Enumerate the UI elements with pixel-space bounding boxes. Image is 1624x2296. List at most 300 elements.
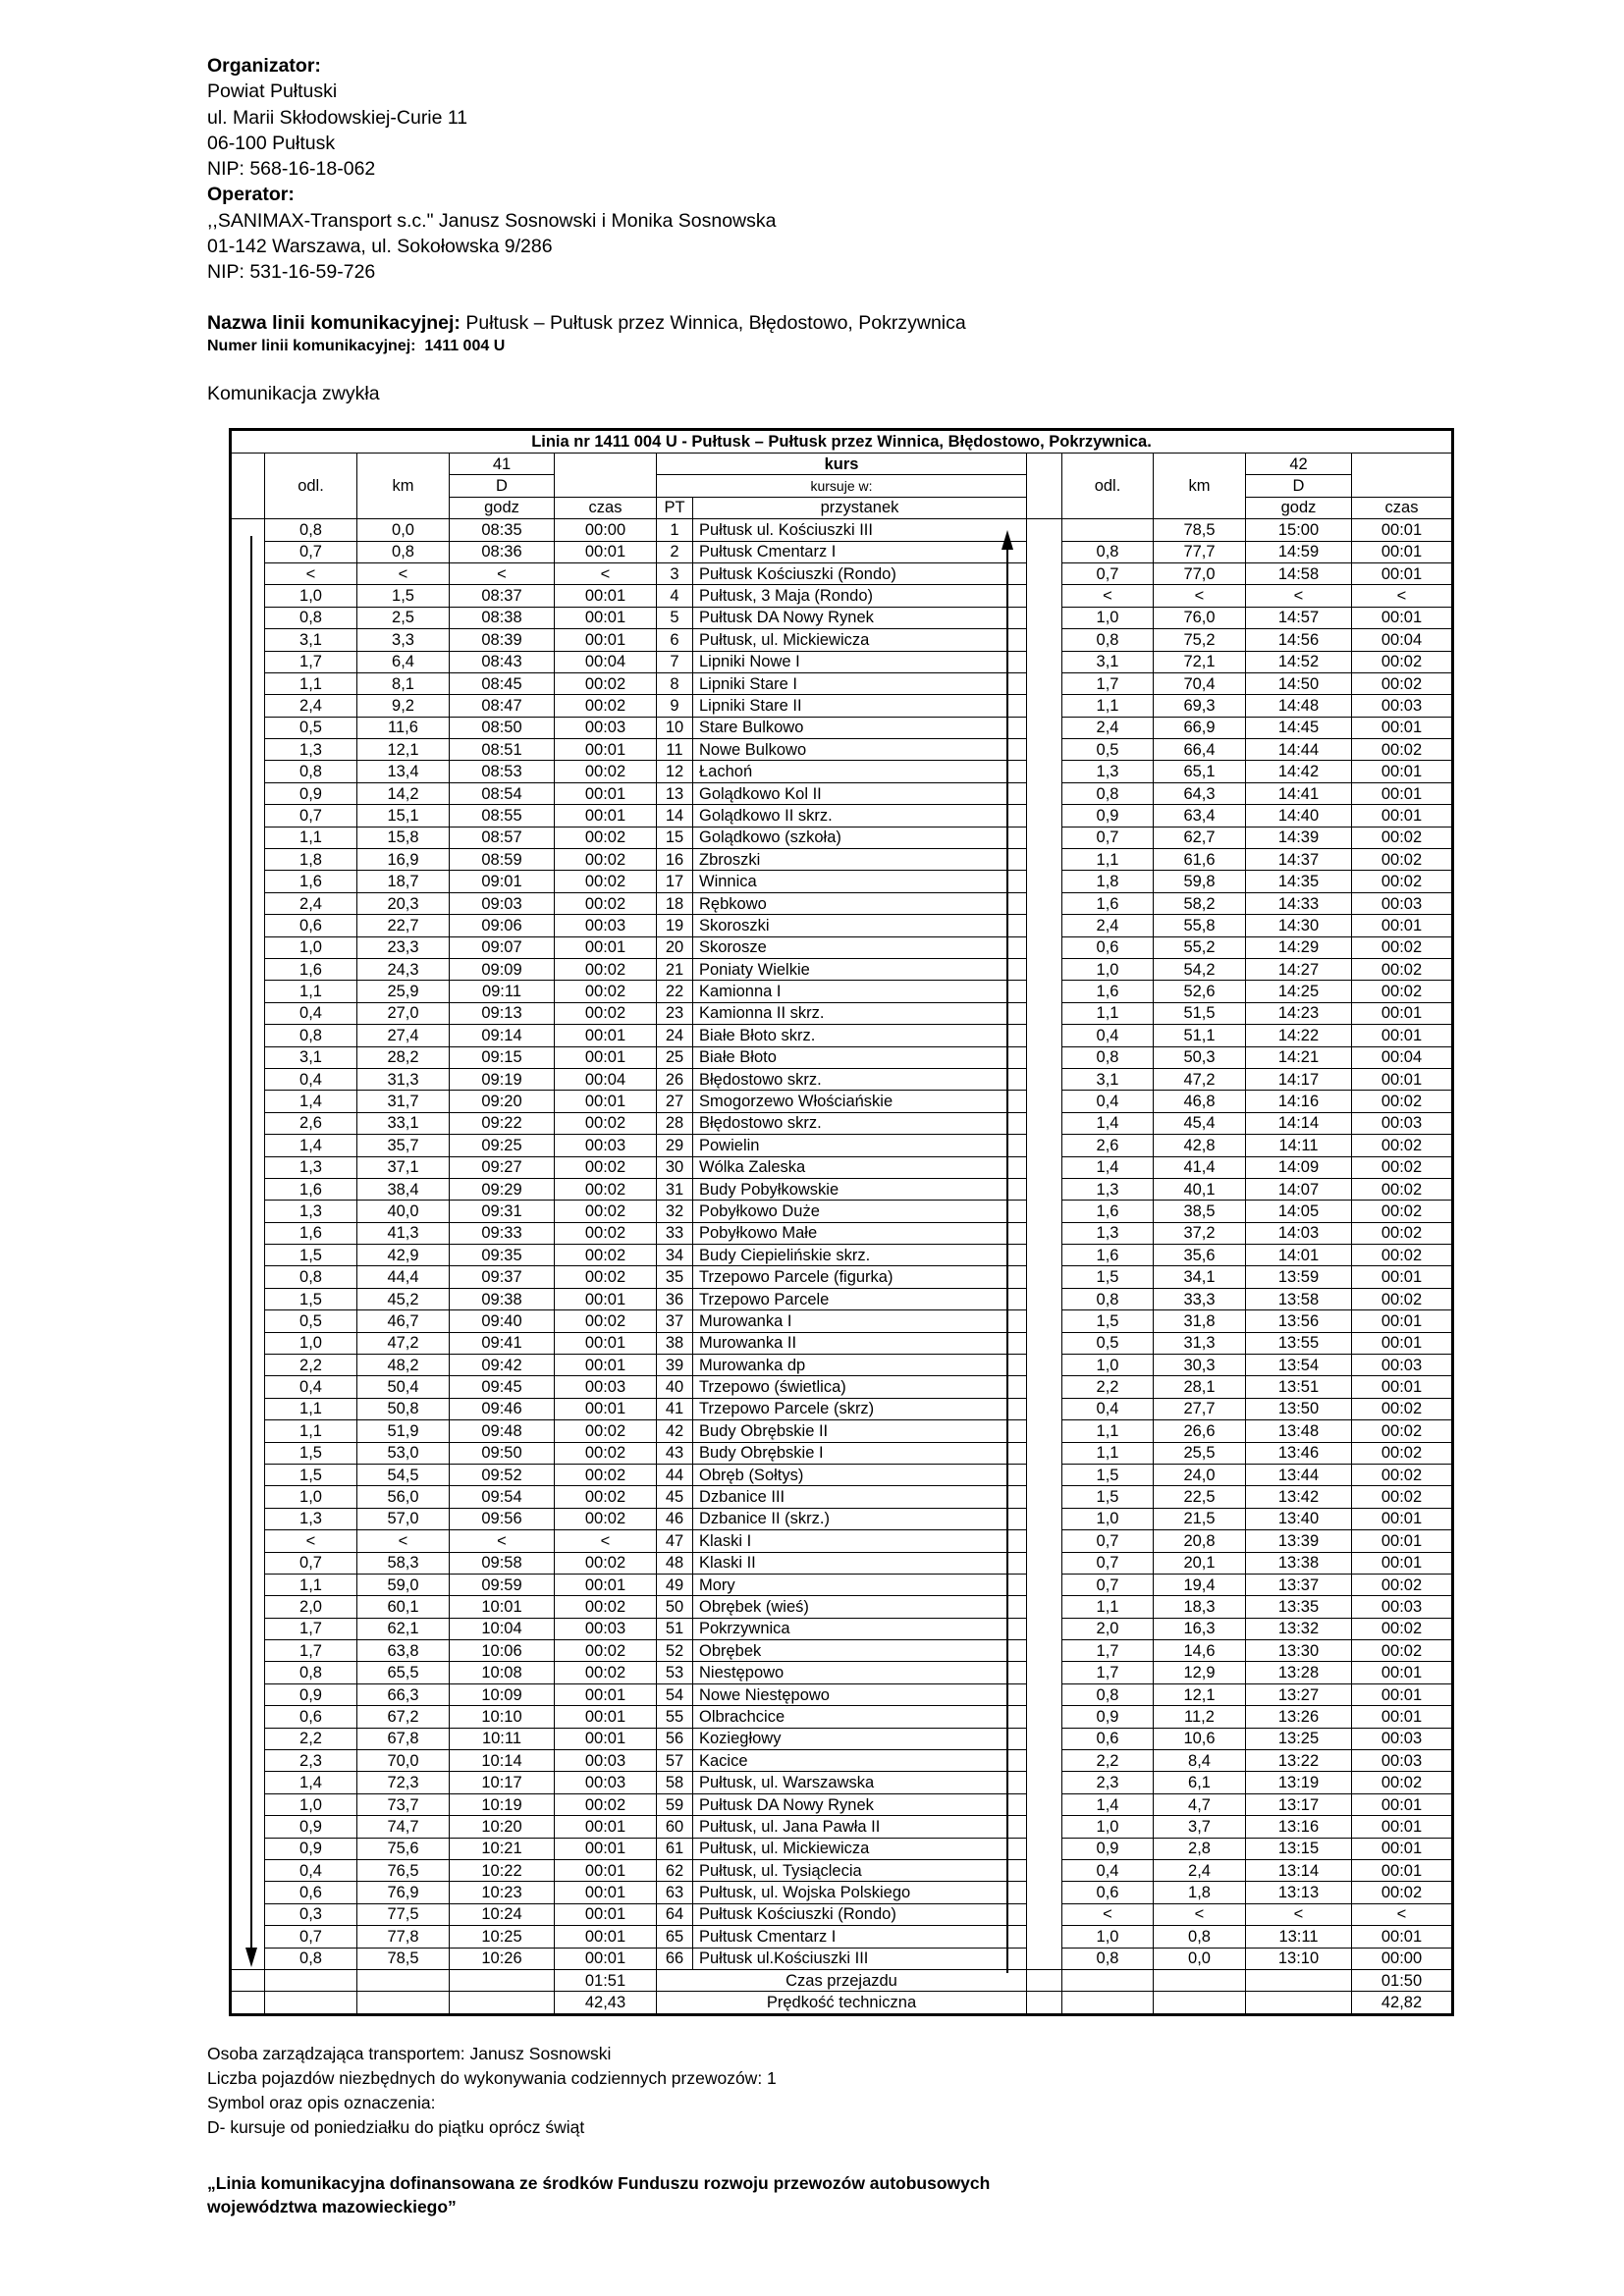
table-row xyxy=(231,629,1453,651)
arrow-cell xyxy=(1027,585,1062,607)
odl-cell: 0,9 xyxy=(265,782,357,804)
czas-cell: 00:02 xyxy=(555,849,657,871)
pt-cell: 17 xyxy=(657,871,693,892)
odl-cell: 0,9 xyxy=(1062,1838,1154,1859)
table-row xyxy=(231,871,1453,892)
summary-empty-cell xyxy=(231,1992,265,2015)
czas-cell: 00:01 xyxy=(1352,1332,1453,1354)
odl-cell: 1,0 xyxy=(1062,1508,1154,1529)
odl-cell: 1,7 xyxy=(265,1618,357,1639)
pt-cell: 2 xyxy=(657,541,693,562)
odl-cell: 0,9 xyxy=(1062,1706,1154,1728)
header-block xyxy=(207,53,1484,286)
km-cell: 20,8 xyxy=(1154,1530,1246,1552)
km-cell: 31,3 xyxy=(1154,1332,1246,1354)
godz-cell: 14:01 xyxy=(1246,1245,1352,1266)
summary-label: Prędkość techniczna xyxy=(657,1992,1027,2015)
odl-cell: 2,2 xyxy=(265,1728,357,1749)
pt-cell: 57 xyxy=(657,1750,693,1772)
table-row xyxy=(231,1596,1453,1618)
pt-cell: 65 xyxy=(657,1926,693,1948)
czas-cell: 00:01 xyxy=(555,1926,657,1948)
czas-cell: 00:02 xyxy=(1352,1245,1453,1266)
odl-cell: 0,9 xyxy=(1062,805,1154,827)
table-row xyxy=(231,958,1453,980)
pt-cell: 34 xyxy=(657,1245,693,1266)
odl-cell: 2,4 xyxy=(265,695,357,717)
odl-cell: 1,7 xyxy=(1062,1662,1154,1683)
pt-cell: 32 xyxy=(657,1201,693,1222)
godz-cell: 14:03 xyxy=(1246,1222,1352,1244)
pt-cell: 27 xyxy=(657,1091,693,1112)
czas-cell: 00:02 xyxy=(1352,1640,1453,1662)
czas-cell: 00:03 xyxy=(1352,1728,1453,1749)
pt-cell: 28 xyxy=(657,1112,693,1134)
odl-cell: 1,1 xyxy=(1062,1596,1154,1618)
czas-cell: 00:03 xyxy=(555,717,657,738)
line-number xyxy=(207,338,505,355)
godz-cell: 09:58 xyxy=(450,1552,555,1574)
pt-cell: 52 xyxy=(657,1640,693,1662)
godz-cell: 09:37 xyxy=(450,1266,555,1288)
arrow-cell xyxy=(1027,1486,1062,1508)
pt-cell: 45 xyxy=(657,1486,693,1508)
timetable-title: Linia nr 1411 004 U - Pułtusk – Pułtusk przez Winnica, Błędostowo, Pokrzywnica. xyxy=(231,430,1453,454)
pt-cell: 55 xyxy=(657,1706,693,1728)
godz-cell: 09:54 xyxy=(450,1486,555,1508)
arrow-cell xyxy=(1027,782,1062,804)
odl-cell: 0,9 xyxy=(265,1816,357,1838)
godz-cell: 10:04 xyxy=(450,1618,555,1639)
arrow-cell xyxy=(1027,1882,1062,1903)
pt-cell: 16 xyxy=(657,849,693,871)
odl-cell: 0,8 xyxy=(1062,541,1154,562)
odl-cell: 0,4 xyxy=(265,1376,357,1398)
czas-cell: 00:02 xyxy=(555,1464,657,1485)
godz-cell: 08:54 xyxy=(450,782,555,804)
summary-left-value: 01:51 xyxy=(555,1969,657,1992)
km-cell: 19,4 xyxy=(1154,1574,1246,1595)
table-row xyxy=(231,805,1453,827)
footer-line: Symbol oraz opis oznaczenia: xyxy=(207,2093,436,2112)
czas-cell: 00:02 xyxy=(555,1793,657,1815)
pt-cell: 10 xyxy=(657,717,693,738)
col-header-pt: PT xyxy=(657,497,693,518)
odl-cell: 1,3 xyxy=(1062,1178,1154,1200)
arrow-cell xyxy=(1027,1860,1062,1882)
pt-cell: 25 xyxy=(657,1046,693,1068)
godz-cell: 13:17 xyxy=(1246,1793,1352,1815)
arrow-cell xyxy=(1027,651,1062,672)
stop-name-cell: Pułtusk, ul. Wojska Polskiego xyxy=(693,1882,1027,1903)
odl-cell: 1,5 xyxy=(265,1464,357,1485)
godz-cell: 13:55 xyxy=(1246,1332,1352,1354)
km-cell: 16,3 xyxy=(1154,1618,1246,1639)
km-cell: 3,3 xyxy=(357,629,450,651)
arrow-cell xyxy=(1027,915,1062,936)
col-header-godz: godz xyxy=(450,497,555,518)
czas-cell: 00:02 xyxy=(555,1266,657,1288)
stop-name-cell: Kamionna I xyxy=(693,981,1027,1002)
arrow-cell xyxy=(1027,717,1062,738)
km-cell: 25,9 xyxy=(357,981,450,1002)
line-name xyxy=(207,310,966,336)
km-cell: 57,0 xyxy=(357,1508,450,1529)
odl-cell: 0,5 xyxy=(265,717,357,738)
czas-cell: 00:03 xyxy=(1352,695,1453,717)
godz-cell: 10:25 xyxy=(450,1926,555,1948)
godz-cell: 13:22 xyxy=(1246,1750,1352,1772)
table-row xyxy=(231,1201,1453,1222)
km-cell: 77,5 xyxy=(357,1903,450,1925)
godz-cell: 13:35 xyxy=(1246,1596,1352,1618)
timetable-summary xyxy=(231,1969,1453,2014)
stop-name-cell: Trzepowo Parcele (skrz) xyxy=(693,1398,1027,1419)
km-cell: 10,6 xyxy=(1154,1728,1246,1749)
footer-line: Liczba pojazdów niezbędnych do wykonywania codziennych przewozów: 1 xyxy=(207,2068,777,2088)
odl-cell: 0,7 xyxy=(1062,562,1154,584)
pt-cell: 61 xyxy=(657,1838,693,1859)
godz-cell: 13:48 xyxy=(1246,1420,1352,1442)
pt-cell: 64 xyxy=(657,1903,693,1925)
odl-cell: 0,8 xyxy=(265,1948,357,1969)
godz-cell: 15:00 xyxy=(1246,519,1352,541)
odl-cell: 1,8 xyxy=(1062,871,1154,892)
odl-cell: 1,1 xyxy=(1062,1442,1154,1464)
odl-cell: 1,6 xyxy=(1062,892,1154,914)
table-row xyxy=(231,1838,1453,1859)
stop-name-cell: Pułtusk, ul. Mickiewicza xyxy=(693,629,1027,651)
operator-line: NIP: 531-16-59-726 xyxy=(207,261,376,284)
arrow-cell xyxy=(1027,958,1062,980)
km-cell: < xyxy=(357,1530,450,1552)
stop-name-cell: Kacice xyxy=(693,1750,1027,1772)
table-row xyxy=(231,1860,1453,1882)
stop-name-cell: Obrębek xyxy=(693,1640,1027,1662)
odl-cell: 0,5 xyxy=(1062,1332,1154,1354)
footer-line: D- kursuje od poniedziałku do piątku oprócz świąt xyxy=(207,2117,585,2137)
odl-cell: 1,5 xyxy=(265,1442,357,1464)
odl-cell: 1,8 xyxy=(265,849,357,871)
godz-cell: 14:16 xyxy=(1246,1091,1352,1112)
organizer-line: Powiat Pułtuski xyxy=(207,80,338,103)
summary-empty-cell xyxy=(450,1969,555,1992)
czas-cell: 00:02 xyxy=(555,1222,657,1244)
pt-cell: 46 xyxy=(657,1508,693,1529)
czas-cell: 00:02 xyxy=(1352,1178,1453,1200)
km-cell: 44,4 xyxy=(357,1266,450,1288)
odl-cell: 1,4 xyxy=(1062,1793,1154,1815)
odl-cell: 3,1 xyxy=(1062,651,1154,672)
km-cell: 13,4 xyxy=(357,761,450,782)
summary-empty-cell xyxy=(265,1992,357,2015)
godz-cell: 13:38 xyxy=(1246,1552,1352,1574)
arrow-cell xyxy=(1027,1156,1062,1178)
godz-cell: 14:50 xyxy=(1246,672,1352,694)
czas-cell: 00:01 xyxy=(555,782,657,804)
godz-cell: 13:10 xyxy=(1246,1948,1352,1969)
czas-cell: 00:01 xyxy=(1352,1266,1453,1288)
summary-empty-cell xyxy=(1246,1969,1352,1992)
godz-cell: 13:44 xyxy=(1246,1464,1352,1485)
arrow-cell xyxy=(1027,629,1062,651)
czas-cell: 00:01 xyxy=(1352,717,1453,738)
km-cell: 31,7 xyxy=(357,1091,450,1112)
odl-cell: 1,7 xyxy=(265,651,357,672)
km-cell: 76,0 xyxy=(1154,607,1246,628)
km-cell: 35,6 xyxy=(1154,1245,1246,1266)
czas-cell: 00:01 xyxy=(1352,761,1453,782)
godz-cell: 09:13 xyxy=(450,1002,555,1024)
odl-cell: 2,3 xyxy=(1062,1772,1154,1793)
table-row xyxy=(231,827,1453,848)
odl-cell: 1,1 xyxy=(1062,849,1154,871)
km-cell: 63,8 xyxy=(357,1640,450,1662)
km-cell: 28,1 xyxy=(1154,1376,1246,1398)
czas-cell: 00:03 xyxy=(1352,1112,1453,1134)
table-row xyxy=(231,1816,1453,1838)
km-cell: < xyxy=(357,562,450,584)
summary-empty-cell xyxy=(1154,1992,1246,2015)
godz-cell: 08:51 xyxy=(450,739,555,761)
godz-cell: 09:11 xyxy=(450,981,555,1002)
odl-cell: 1,5 xyxy=(265,1288,357,1309)
czas-cell: 00:02 xyxy=(555,1662,657,1683)
km-cell: 2,5 xyxy=(357,607,450,628)
czas-cell: 00:03 xyxy=(555,1135,657,1156)
godz-cell: 08:43 xyxy=(450,651,555,672)
odl-cell: 1,3 xyxy=(1062,761,1154,782)
arrow-cell xyxy=(1027,607,1062,628)
km-cell: 63,4 xyxy=(1154,805,1246,827)
odl-cell: 2,6 xyxy=(265,1112,357,1134)
godz-cell: 14:42 xyxy=(1246,761,1352,782)
table-row xyxy=(231,1442,1453,1464)
pt-cell: 53 xyxy=(657,1662,693,1683)
pt-cell: 31 xyxy=(657,1178,693,1200)
odl-cell: 0,8 xyxy=(265,1025,357,1046)
stop-name-cell: Obręb (Sołtys) xyxy=(693,1464,1027,1485)
km-cell: 11,6 xyxy=(357,717,450,738)
table-row xyxy=(231,651,1453,672)
godz-cell: 09:56 xyxy=(450,1508,555,1529)
pt-cell: 6 xyxy=(657,629,693,651)
summary-empty-cell xyxy=(450,1992,555,2015)
czas-cell: < xyxy=(555,1530,657,1552)
stop-name-cell: Pułtusk, ul. Tysiąclecia xyxy=(693,1860,1027,1882)
summary-left-value: 42,43 xyxy=(555,1992,657,2015)
summary-label: Czas przejazdu xyxy=(657,1969,1027,1992)
arrow-cell xyxy=(1027,1178,1062,1200)
km-cell: 76,5 xyxy=(357,1860,450,1882)
km-cell: 15,8 xyxy=(357,827,450,848)
godz-cell: 10:26 xyxy=(450,1948,555,1969)
table-row xyxy=(231,1222,1453,1244)
odl-cell: 0,8 xyxy=(265,1266,357,1288)
odl-cell xyxy=(1062,519,1154,541)
czas-cell: 00:02 xyxy=(1352,871,1453,892)
odl-cell: 0,7 xyxy=(1062,1574,1154,1595)
km-cell: 64,3 xyxy=(1154,782,1246,804)
godz-cell: 14:45 xyxy=(1246,717,1352,738)
godz-cell: 09:09 xyxy=(450,958,555,980)
godz-cell: 14:22 xyxy=(1246,1025,1352,1046)
odl-cell: 1,1 xyxy=(1062,1002,1154,1024)
km-cell: 38,4 xyxy=(357,1178,450,1200)
table-row xyxy=(231,981,1453,1002)
godz-cell: 08:37 xyxy=(450,585,555,607)
czas-cell: 00:01 xyxy=(1352,1860,1453,1882)
arrow-cell xyxy=(1027,1112,1062,1134)
summary-empty-cell xyxy=(231,1969,265,1992)
odl-cell: 1,1 xyxy=(1062,695,1154,717)
czas-cell: 00:02 xyxy=(555,892,657,914)
godz-cell: 09:46 xyxy=(450,1398,555,1419)
summary-right-value: 01:50 xyxy=(1352,1969,1453,1992)
godz-cell: 14:21 xyxy=(1246,1046,1352,1068)
czas-cell: 00:02 xyxy=(1352,1156,1453,1178)
stop-name-cell: Murowanka II xyxy=(693,1332,1027,1354)
czas-cell: 00:02 xyxy=(555,1156,657,1178)
arrow-cell xyxy=(1027,1442,1062,1464)
odl-cell: 2,3 xyxy=(265,1750,357,1772)
kurs-label: kurs xyxy=(657,454,1027,475)
odl-cell: 0,6 xyxy=(265,915,357,936)
table-row xyxy=(231,717,1453,738)
odl-cell: 1,4 xyxy=(265,1135,357,1156)
pt-cell: 36 xyxy=(657,1288,693,1309)
arrow-cell xyxy=(1027,1683,1062,1705)
godz-cell: 09:50 xyxy=(450,1442,555,1464)
km-cell: 47,2 xyxy=(1154,1068,1246,1090)
godz-cell: 13:37 xyxy=(1246,1574,1352,1595)
stop-name-cell: Białe Błoto xyxy=(693,1046,1027,1068)
summary-empty-cell xyxy=(1062,1992,1154,2015)
czas-cell: 00:01 xyxy=(555,1882,657,1903)
pt-cell: 5 xyxy=(657,607,693,628)
col-header-stop: przystanek xyxy=(693,497,1027,518)
table-row xyxy=(231,1683,1453,1705)
odl-cell: 0,8 xyxy=(265,761,357,782)
czas-cell: 00:02 xyxy=(1352,1464,1453,1485)
godz-cell: 14:30 xyxy=(1246,915,1352,936)
table-row xyxy=(231,761,1453,782)
arrow-cell xyxy=(1027,1926,1062,1948)
czas-cell: 00:01 xyxy=(1352,782,1453,804)
col-header-godz-right: godz xyxy=(1246,497,1352,518)
odl-cell: 1,0 xyxy=(1062,607,1154,628)
czas-cell: < xyxy=(555,562,657,584)
czas-cell: 00:02 xyxy=(555,1112,657,1134)
km-cell: 2,8 xyxy=(1154,1838,1246,1859)
godz-cell: 13:56 xyxy=(1246,1310,1352,1332)
stop-name-cell: Nowe Bulkowo xyxy=(693,739,1027,761)
godz-cell: 08:57 xyxy=(450,827,555,848)
czas-cell: 00:01 xyxy=(1352,1310,1453,1332)
czas-cell: 00:02 xyxy=(1352,958,1453,980)
godz-cell: 09:33 xyxy=(450,1222,555,1244)
timetable xyxy=(229,428,1454,2016)
km-cell: 61,6 xyxy=(1154,849,1246,871)
odl-cell: 1,0 xyxy=(1062,1926,1154,1948)
table-row xyxy=(231,1750,1453,1772)
table-row xyxy=(231,1068,1453,1090)
km-cell: 73,7 xyxy=(357,1793,450,1815)
godz-cell: 08:36 xyxy=(450,541,555,562)
odl-cell: 1,1 xyxy=(265,827,357,848)
km-cell: 62,7 xyxy=(1154,827,1246,848)
czas-cell: 00:02 xyxy=(555,695,657,717)
stop-name-cell: Winnica xyxy=(693,871,1027,892)
godz-cell: 08:45 xyxy=(450,672,555,694)
line-name-value: Pułtusk – Pułtusk przez Winnica, Błędostowo, Pokrzywnica xyxy=(460,312,966,334)
godz-cell: 14:14 xyxy=(1246,1112,1352,1134)
km-cell: 1,5 xyxy=(357,585,450,607)
stop-name-cell: Błędostowo skrz. xyxy=(693,1112,1027,1134)
godz-cell: 09:15 xyxy=(450,1046,555,1068)
godz-cell: 10:19 xyxy=(450,1793,555,1815)
godz-cell: 09:06 xyxy=(450,915,555,936)
godz-cell: 13:54 xyxy=(1246,1355,1352,1376)
odl-cell: 2,4 xyxy=(1062,717,1154,738)
left-kurs-number: 41 xyxy=(450,454,555,475)
pt-cell: 50 xyxy=(657,1596,693,1618)
godz-cell: 09:42 xyxy=(450,1355,555,1376)
km-cell: 24,3 xyxy=(357,958,450,980)
km-cell: 0,8 xyxy=(1154,1926,1246,1948)
km-cell: 27,4 xyxy=(357,1025,450,1046)
stop-name-cell: Niestępowo xyxy=(693,1662,1027,1683)
odl-cell: 1,6 xyxy=(1062,1245,1154,1266)
odl-cell: 1,4 xyxy=(1062,1156,1154,1178)
godz-cell: 13:28 xyxy=(1246,1662,1352,1683)
godz-cell: 10:24 xyxy=(450,1903,555,1925)
godz-cell: 10:14 xyxy=(450,1750,555,1772)
pt-cell: 3 xyxy=(657,562,693,584)
godz-cell: < xyxy=(1246,585,1352,607)
godz-cell: 14:25 xyxy=(1246,981,1352,1002)
czas-cell: 00:01 xyxy=(1352,607,1453,628)
stop-name-cell: Skorosze xyxy=(693,936,1027,958)
pt-cell: 44 xyxy=(657,1464,693,1485)
czas-cell: 00:01 xyxy=(555,1046,657,1068)
godz-cell: 09:07 xyxy=(450,936,555,958)
table-row xyxy=(231,541,1453,562)
godz-cell: 14:05 xyxy=(1246,1201,1352,1222)
table-row xyxy=(231,1398,1453,1419)
table-row xyxy=(231,1772,1453,1793)
odl-cell: 1,6 xyxy=(265,958,357,980)
czas-cell: 00:02 xyxy=(555,1002,657,1024)
stop-name-cell: Dzbanice II (skrz.) xyxy=(693,1508,1027,1529)
odl-cell: 0,4 xyxy=(265,1860,357,1882)
odl-cell: 1,6 xyxy=(265,871,357,892)
km-cell: 77,0 xyxy=(1154,562,1246,584)
km-cell: 62,1 xyxy=(357,1618,450,1639)
stop-name-cell: Golądkowo II skrz. xyxy=(693,805,1027,827)
stop-name-cell: Pułtusk DA Nowy Rynek xyxy=(693,607,1027,628)
arrow-cell xyxy=(1027,936,1062,958)
odl-cell: 3,1 xyxy=(265,629,357,651)
odl-cell: 0,8 xyxy=(265,1662,357,1683)
stop-name-cell: Pułtusk, ul. Mickiewicza xyxy=(693,1838,1027,1859)
godz-cell: 10:09 xyxy=(450,1683,555,1705)
stop-name-cell: Błędostowo skrz. xyxy=(693,1068,1027,1090)
km-cell: 58,3 xyxy=(357,1552,450,1574)
odl-cell: 1,5 xyxy=(1062,1486,1154,1508)
godz-cell: 08:55 xyxy=(450,805,555,827)
pt-cell: 12 xyxy=(657,761,693,782)
